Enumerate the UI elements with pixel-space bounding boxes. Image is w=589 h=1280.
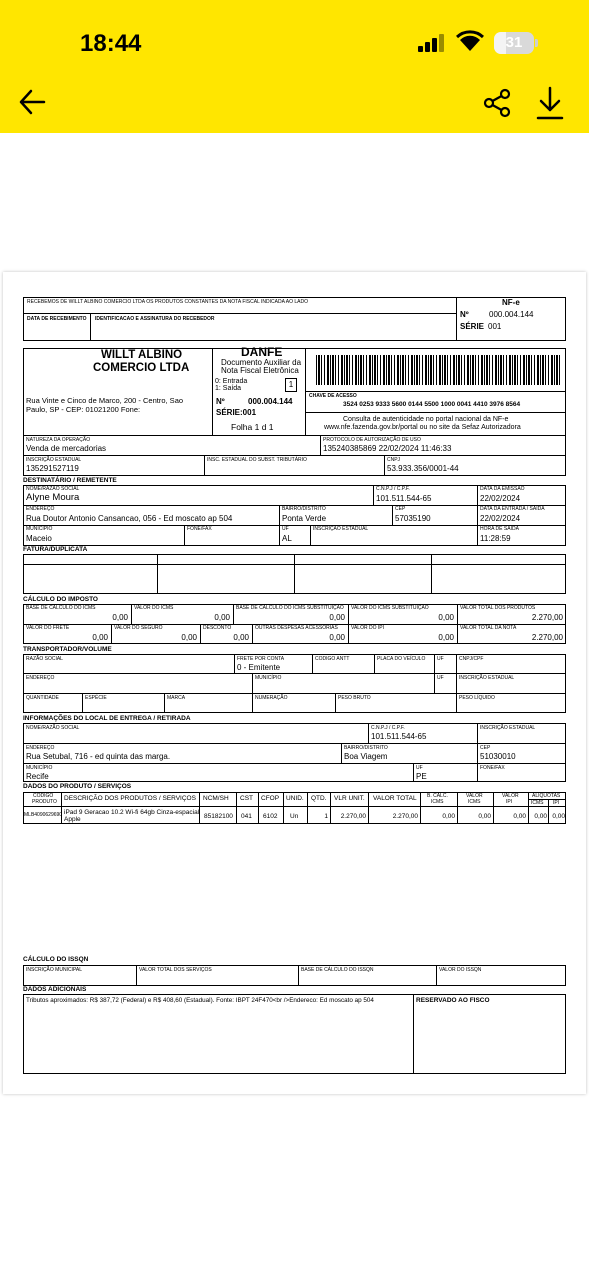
dest-end-label: ENDEREÇO bbox=[26, 506, 55, 512]
danfe-sub-2: Nota Fiscal Eletrônica bbox=[221, 366, 299, 375]
battery-icon bbox=[494, 32, 534, 54]
dest-bairro: Ponta Verde bbox=[282, 514, 327, 523]
imp-icms-label: VALOR DO ICMS bbox=[134, 605, 174, 611]
dest-cnpj: 101.511.544-65 bbox=[376, 494, 432, 503]
ent-cnpj: 101.511.544-65 bbox=[371, 732, 427, 741]
dest-nome: Alyne Moura bbox=[26, 492, 80, 503]
imp-v1 bbox=[131, 604, 132, 624]
issqn-vts-label: VALOR TOTAL DOS SERVIÇOS bbox=[139, 967, 212, 973]
imp-outras-label: OUTRAS DESPESAS ACESSÓRIAS bbox=[255, 625, 338, 631]
emitente-name-2: COMERCIO LTDA bbox=[93, 362, 190, 374]
tr-peso-liq-label: PESO LÍQUIDO bbox=[459, 695, 495, 701]
dest-fone-label: FONE/FAX bbox=[187, 526, 212, 532]
ph-vipi-1: VALOR bbox=[502, 793, 519, 799]
emitente-address-1: Rua Vinte e Cinco de Marco, 200 - Centro, Sao bbox=[26, 396, 184, 405]
imp-frete: 0,00 bbox=[92, 633, 108, 642]
pv-1 bbox=[61, 792, 62, 824]
download-icon[interactable] bbox=[536, 86, 564, 120]
ph-codigo-1: CÓDIGO bbox=[33, 793, 54, 799]
natureza-block bbox=[23, 436, 566, 476]
pv-4 bbox=[258, 792, 259, 824]
tr-uf-label: UF bbox=[437, 656, 444, 662]
produtos-head-divider bbox=[23, 806, 566, 807]
imp-v6 bbox=[200, 624, 201, 644]
dest-vsep-e bbox=[184, 525, 185, 546]
prod-vipi: 0,00 bbox=[513, 813, 526, 820]
issqn-v-label: VALOR DO ISSQN bbox=[439, 967, 482, 973]
imp-v2 bbox=[233, 604, 234, 624]
ph-vunit: VLR UNIT. bbox=[334, 795, 365, 802]
dest-end: Rua Doutor Antonio Cansancao, 056 - Ed moscato ap 504 bbox=[26, 514, 233, 523]
issqn-block bbox=[23, 965, 566, 986]
ent-fone-label: FONE/FAX bbox=[480, 765, 505, 771]
signal-icon bbox=[418, 34, 446, 52]
issqn-v2 bbox=[298, 965, 299, 986]
pv-2 bbox=[199, 792, 200, 824]
prod-qtd: 1 bbox=[324, 813, 328, 820]
transp-div-1 bbox=[23, 673, 566, 674]
entrega-section: INFORMAÇÕES DO LOCAL DE ENTREGA / RETIRADA bbox=[23, 715, 191, 722]
emitente-address-2: Paulo, SP - CEP: 01021200 Fone: bbox=[26, 405, 141, 414]
status-time: 18:44 bbox=[80, 30, 142, 57]
danfe-entrada: 0: Entrada bbox=[215, 378, 248, 385]
imp-ipi: 0,00 bbox=[438, 633, 454, 642]
imp-icms: 0,00 bbox=[214, 613, 230, 622]
prod-vtotal: 2.270,00 bbox=[392, 813, 418, 820]
tr-mun-label: MUNICÍPIO bbox=[255, 675, 282, 681]
dest-vsep-b bbox=[477, 485, 478, 546]
ie-value: 135291527119 bbox=[26, 464, 79, 473]
ent-div-1 bbox=[23, 743, 566, 744]
imp-v5 bbox=[111, 624, 112, 644]
imp-v4 bbox=[457, 604, 458, 644]
ent-bairro-label: BAIRRO/DISTRITO bbox=[344, 745, 388, 751]
dest-hora-label: HORA DE SAÍDA bbox=[480, 526, 519, 532]
dest-nome-label: NOME/RAZÃO SOCIAL bbox=[26, 486, 80, 492]
prod-codigo: MLB4090629690 bbox=[24, 812, 63, 818]
imposto-section: CÁLCULO DO IMPOSTO bbox=[23, 596, 98, 603]
natureza-vsep bbox=[320, 436, 321, 456]
tr-razao-label: RAZÃO SOCIAL bbox=[26, 656, 63, 662]
adicionais-block bbox=[23, 994, 566, 1074]
transportador-section: TRANSPORTADOR/VOLUME bbox=[23, 646, 112, 653]
tr-v3 bbox=[374, 654, 375, 674]
prod-vicms: 0,00 bbox=[478, 813, 491, 820]
reservado-fisco: RESERVADO AO FISCO bbox=[416, 997, 490, 1004]
ent-nome-label: NOME/RAZÃO SOCIAL bbox=[26, 725, 80, 731]
natureza-value: Venda de mercadorias bbox=[26, 444, 107, 453]
chave-label: CHAVE DE ACESSO bbox=[309, 393, 357, 399]
danfe-folha: Folha 1 d 1 bbox=[231, 422, 274, 432]
ent-cep-label: CEP bbox=[480, 745, 491, 751]
tr-marca-label: MARCA bbox=[167, 695, 186, 701]
issqn-im-label: INSCRIÇÃO MUNICIPAL bbox=[26, 967, 83, 973]
dest-emissao: 22/02/2024 bbox=[480, 494, 521, 503]
issqn-section: CÁLCULO DO ISSQN bbox=[23, 956, 89, 963]
protocolo-value: 135240385869 22/02/2024 11:46:33 bbox=[323, 444, 452, 453]
dest-emissao-label: DATA DA EMISSÃO bbox=[480, 486, 525, 492]
share-icon[interactable] bbox=[482, 88, 512, 118]
imp-ipi-label: VALOR DO IPI bbox=[351, 625, 384, 631]
ent-end: Rua Setubal, 716 - ed quinta das marga. bbox=[26, 752, 171, 761]
ent-cnpj-label: C.N.P.J / C.P.F. bbox=[371, 725, 405, 731]
prod-desc-1: iPad 9 Geracao 10.2 Wi-fi 64gb Cinza-espacial bbox=[64, 809, 200, 816]
prod-aicms: 0,00 bbox=[534, 813, 547, 820]
dest-bairro-label: BAIRRO/DISTRITO bbox=[282, 506, 326, 512]
ph-codigo-2: PRODUTO bbox=[32, 799, 57, 805]
natureza-divider bbox=[23, 455, 566, 456]
battery-cap bbox=[535, 39, 538, 47]
imp-outras: 0,00 bbox=[329, 633, 345, 642]
ph-unid: UNID. bbox=[286, 795, 304, 802]
imp-total-prod: 2.270,00 bbox=[531, 613, 563, 622]
ent-div-2 bbox=[23, 763, 566, 764]
transportador-block bbox=[23, 654, 566, 713]
ph-bcalc-1: B. CALC. bbox=[427, 793, 448, 799]
tr-v1 bbox=[234, 654, 235, 674]
dest-cnpj-label: C.N.P.J / C.P.F. bbox=[376, 486, 410, 492]
produtos-section: DADOS DO PRODUTO / SERVIÇOS bbox=[23, 783, 132, 790]
pv-13 bbox=[548, 799, 549, 824]
consulta-line-2: www.nfe.fazenda.gov.br/portal ou no site da Sefaz Autorizadora bbox=[324, 424, 521, 431]
ph-bcalc-2: ICMS bbox=[431, 799, 444, 805]
tr-frete-label: FRETE POR CONTA bbox=[237, 656, 285, 662]
dest-vsep-d bbox=[392, 505, 393, 525]
fatura-vsep-3 bbox=[431, 554, 432, 594]
ie-vsep-1 bbox=[204, 455, 205, 476]
prod-cst: 041 bbox=[241, 813, 252, 820]
dest-saida-label: DATA DA ENTRADA / SAÍDA bbox=[480, 506, 545, 512]
ph-aliq: ALÍQUOTAS bbox=[532, 793, 561, 799]
imp-desconto: 0,00 bbox=[233, 633, 249, 642]
tr-frete-value: 0 - Emitente bbox=[237, 663, 281, 672]
ent-mun-label: MUNICÍPIO bbox=[26, 765, 53, 771]
ph-cst: CST bbox=[240, 795, 253, 802]
canhoto-n-label: Nº bbox=[460, 310, 469, 319]
ph-vtotal: VALOR TOTAL bbox=[373, 795, 417, 802]
prod-unid: Un bbox=[290, 813, 299, 820]
imp-desconto-label: DESCONTO bbox=[203, 625, 232, 631]
adicionais-vsep bbox=[413, 994, 414, 1074]
ent-end-label: ENDEREÇO bbox=[26, 745, 55, 751]
chave-value: 3524 0253 9333 5600 0144 5500 1000 0041 4410 3976 8564 bbox=[343, 401, 521, 408]
adicionais-section: DADOS ADICIONAIS bbox=[23, 986, 87, 993]
prod-ncm: 85182100 bbox=[204, 813, 233, 820]
tr-v4 bbox=[434, 654, 435, 693]
imp-total-prod-label: VALOR TOTAL DOS PRODUTOS bbox=[460, 605, 536, 611]
adicionais-text: Tributos aproximados: R$ 387,72 (Federal) e R$ 408,60 (Estadual). Fonte: IBPT 24F470<br />Endereco: Ed moscato ap 504 bbox=[26, 997, 374, 1004]
prod-vunit: 2.270,00 bbox=[340, 813, 366, 820]
tr-especie-label: ESPÉCIE bbox=[85, 695, 107, 701]
dest-cep-label: CEP bbox=[395, 506, 406, 512]
tr-placa-label: PLACA DO VEÍCULO bbox=[377, 656, 426, 662]
tr-v6 bbox=[252, 673, 253, 713]
prod-bcalc: 0,00 bbox=[442, 813, 455, 820]
imp-seguro: 0,00 bbox=[181, 633, 197, 642]
ph-aicms: ICMS bbox=[531, 800, 544, 806]
tr-v5 bbox=[456, 654, 457, 713]
danfe-serie: SÉRIE:001 bbox=[216, 408, 257, 417]
iest-label: INSC. ESTADUAL DO SUBST. TRIBUTÁRIO bbox=[207, 457, 307, 463]
dest-saida: 22/02/2024 bbox=[480, 514, 521, 523]
imp-icms-st-label: VALOR DO ICMS SUBSTITUIÇÃO bbox=[351, 605, 429, 611]
assinatura-label: IDENTIFICACAO E ASSINATURA DO RECEBEDOR bbox=[95, 316, 215, 322]
protocolo-label: PROTOCOLO DE AUTORIZAÇÃO DE USO bbox=[323, 437, 421, 443]
imp-icms-st: 0,00 bbox=[438, 613, 454, 622]
fatura-vsep-1 bbox=[157, 554, 158, 594]
emitente-name-1: WILLT ALBINO bbox=[101, 349, 183, 361]
danfe-title: DANFE bbox=[241, 345, 283, 359]
issqn-v1 bbox=[136, 965, 137, 986]
tr-ie-label: INSCRIÇÃO ESTADUAL bbox=[459, 675, 515, 681]
imp-v3 bbox=[348, 604, 349, 644]
imp-total-nota: 2.270,00 bbox=[531, 633, 563, 642]
imp-bc-icms: 0,00 bbox=[112, 613, 128, 622]
prod-cfop: 6102 bbox=[263, 813, 278, 820]
back-arrow-icon[interactable] bbox=[18, 88, 46, 116]
tr-peso-bruto-label: PESO BRUTO bbox=[338, 695, 371, 701]
issqn-v3 bbox=[436, 965, 437, 986]
cnpj-value: 53.933.356/0001-44 bbox=[387, 464, 459, 473]
tr-v2 bbox=[312, 654, 313, 674]
imp-v7 bbox=[252, 624, 253, 644]
dest-ie-label: INSCRIÇÃO ESTADUAL bbox=[313, 526, 369, 532]
dest-vsep-c bbox=[279, 505, 280, 546]
ent-v1 bbox=[368, 723, 369, 743]
dest-mun-label: MUNICÍPIO bbox=[26, 526, 53, 532]
data-recebimento-label: DATA DE RECEBIMENTO bbox=[27, 316, 87, 322]
tr-cnpj-label: CNPJ/CPF bbox=[459, 656, 484, 662]
dest-uf: AL bbox=[282, 534, 292, 543]
prod-aipi: 0,00 bbox=[552, 813, 565, 820]
tr-v8 bbox=[164, 693, 165, 713]
cnpj-label: CNPJ bbox=[387, 457, 401, 463]
imp-bc-st-label: BASE DE CÁLCULO DO ICMS SUBSTITUIÇÃO bbox=[236, 605, 344, 611]
prod-desc-2: Apple bbox=[64, 816, 81, 823]
ph-descricao: DESCRIÇÃO DOS PRODUTOS / SERVIÇOS bbox=[64, 795, 196, 802]
tr-v9 bbox=[335, 693, 336, 713]
imp-total-nota-label: VALOR TOTAL DA NOTA bbox=[460, 625, 517, 631]
ent-bairro: Boa Viagem bbox=[344, 752, 388, 761]
pv-5 bbox=[283, 792, 284, 824]
tr-uf2-label: UF bbox=[437, 675, 444, 681]
tr-end-label: ENDEREÇO bbox=[26, 675, 55, 681]
danfe-sub-1: Documento Auxiliar da bbox=[221, 358, 302, 367]
dest-cep: 57035190 bbox=[395, 514, 431, 523]
tr-v7 bbox=[82, 693, 83, 713]
ent-v3 bbox=[341, 743, 342, 763]
consulta-line-1: Consulta de autenticidade no portal nacional da NF-e bbox=[343, 416, 509, 423]
barcode-image bbox=[316, 355, 560, 385]
imp-frete-label: VALOR DO FRETE bbox=[26, 625, 70, 631]
natureza-label: NATUREZA DA OPERAÇÃO bbox=[26, 437, 91, 443]
ie-label: INSCRIÇÃO ESTADUAL bbox=[26, 457, 82, 463]
ent-v4 bbox=[413, 763, 414, 782]
dest-vsep-f bbox=[310, 525, 311, 546]
danfe-tipo-box: 1 bbox=[285, 378, 297, 392]
canhoto-n-value: 000.004.144 bbox=[489, 310, 534, 319]
ent-cep: 51030010 bbox=[480, 752, 516, 761]
imp-bc-st: 0,00 bbox=[329, 613, 345, 622]
ent-v2 bbox=[477, 723, 478, 782]
fatura-vsep-2 bbox=[294, 554, 295, 594]
ph-ncm: NCM/SH bbox=[203, 795, 229, 802]
transp-div-2 bbox=[23, 693, 566, 694]
tr-antt-label: CODIGO ANTT bbox=[315, 656, 350, 662]
ph-qtd: QTD. bbox=[311, 795, 327, 802]
dest-vsep-a bbox=[373, 485, 374, 505]
ph-vicms-2: ICMS bbox=[468, 799, 481, 805]
wifi-icon bbox=[456, 30, 484, 52]
ph-vipi-2: IPI bbox=[506, 799, 513, 805]
tr-qtd-label: QUANTIDADE bbox=[26, 695, 59, 701]
nfe-label: NF-e bbox=[502, 298, 520, 307]
ie-vsep-2 bbox=[384, 455, 385, 476]
fatura-section: FATURA/DUPLICATA bbox=[23, 546, 88, 553]
ent-ie-label: INSCRIÇÃO ESTADUAL bbox=[480, 725, 536, 731]
battery-level: 31 bbox=[505, 34, 523, 51]
dest-hora: 11:28:59 bbox=[480, 534, 511, 543]
pv-3 bbox=[236, 792, 237, 824]
issqn-bc-label: BASE DE CÁLCULO DO ISSQN bbox=[301, 967, 374, 973]
canhoto-serie-value: 001 bbox=[488, 322, 502, 331]
app-bar bbox=[0, 0, 589, 133]
canhoto-serie-label: SÉRIE bbox=[460, 322, 485, 331]
imp-seguro-label: VALOR DO SEGURO bbox=[114, 625, 163, 631]
dest-uf-label: UF bbox=[282, 526, 289, 532]
destinatario-section: DESTINATÁRIO / REMETENTE bbox=[23, 477, 117, 484]
ph-vicms-1: VALOR bbox=[466, 793, 483, 799]
danfe-saida: 1: Saída bbox=[215, 385, 242, 392]
tr-numeracao-label: NUMERAÇÃO bbox=[255, 695, 288, 701]
danfe-n-label: Nº bbox=[216, 397, 225, 406]
dest-mun: Maceio bbox=[26, 534, 52, 543]
ent-uf: PE bbox=[416, 772, 427, 781]
ent-mun: Recife bbox=[26, 772, 49, 781]
ph-cfop: CFOP bbox=[261, 795, 280, 802]
danfe-n-value: 000.004.144 bbox=[248, 397, 293, 406]
ph-aipi: IPI bbox=[553, 800, 560, 806]
ent-uf-label: UF bbox=[416, 765, 423, 771]
canhoto-text: RECEBEMOS DE WILLT ALBINO COMERCIO LTDA OS PRODUTOS CONSTANTES DA NOTA FISCAL INDICADA AO LADO bbox=[27, 299, 308, 305]
imp-bc-icms-label: BASE DE CÁLCULO DO ICMS bbox=[26, 605, 96, 611]
